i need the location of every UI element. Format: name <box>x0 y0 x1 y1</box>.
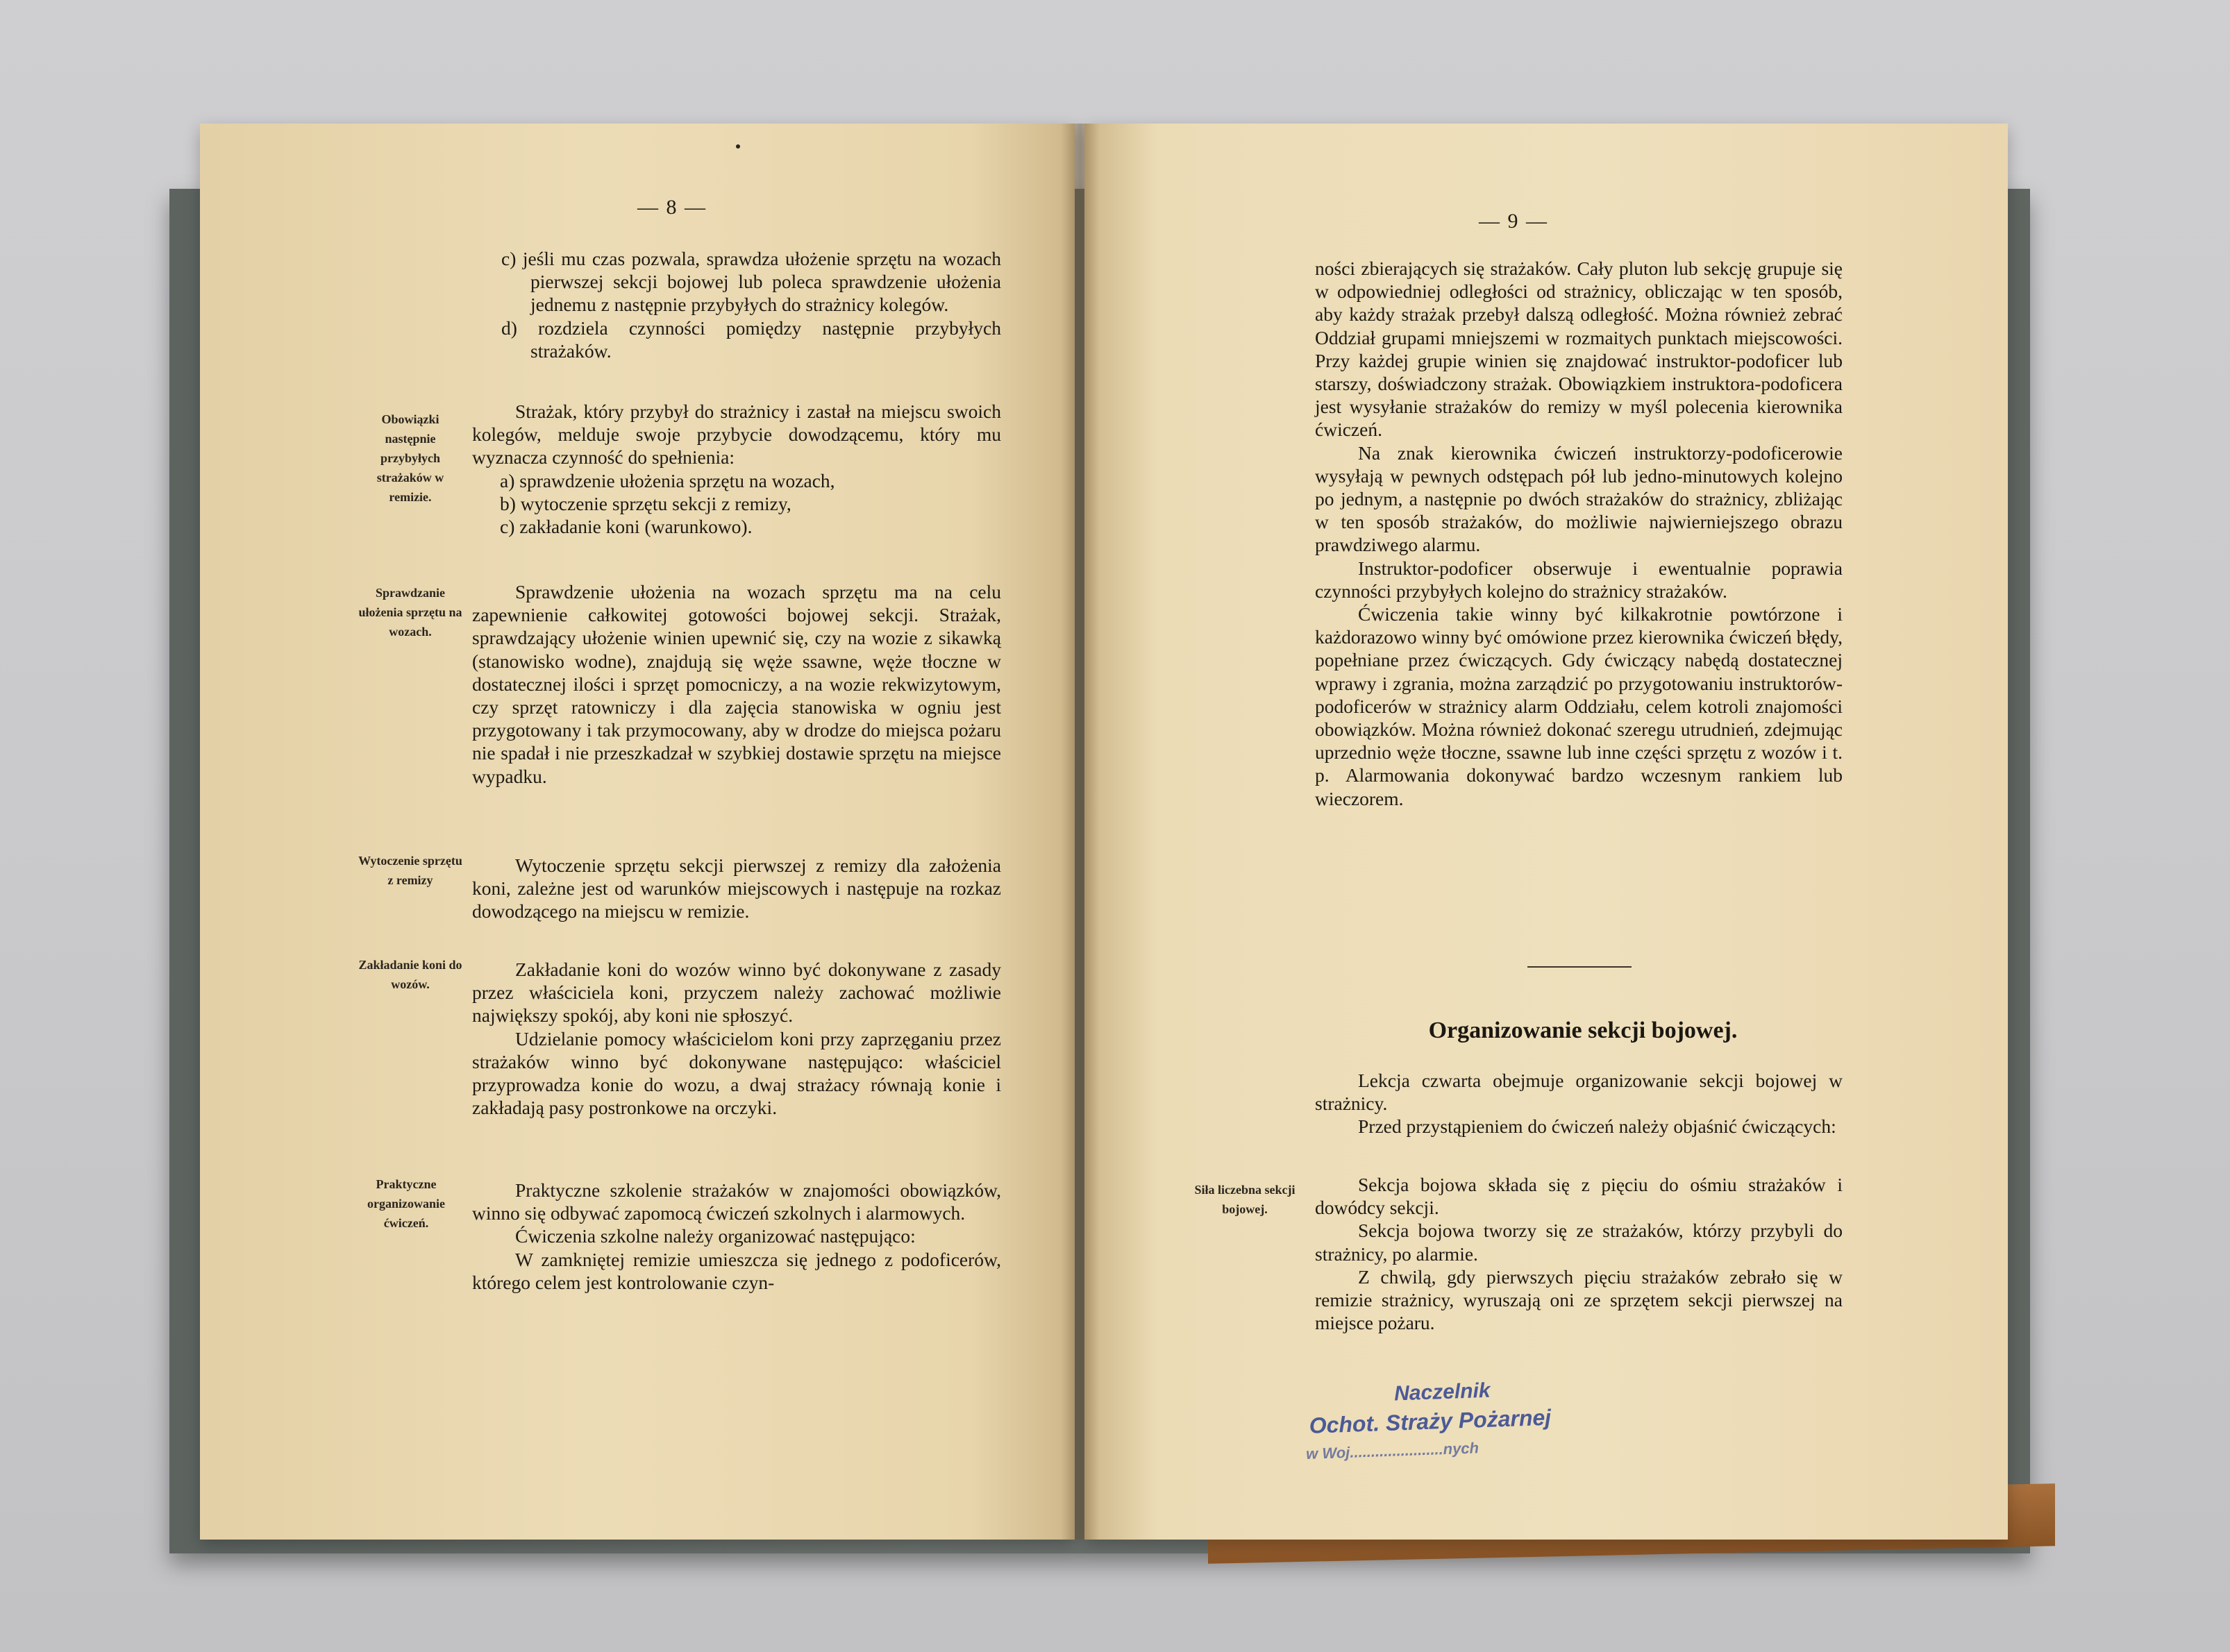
stamp-line-3: w Woj......................nych <box>1305 1439 1479 1463</box>
page-number-left: — 8 — <box>637 196 707 219</box>
list-item: d) rozdziela czynności pomiędzy następnie przybyłych strażaków. <box>501 317 1001 362</box>
paragraph: ności zbierających się strażaków. Cały pluton lub sekcję grupuje się w odpowiedniej odległości od strażnicy, obliczając w ten sposób, aby każdy strażak przebył dalszą odległość. Można również zebrać Oddział grupami mniejszemi w rozmaitych punktach miejscowości. Przy każdej grupie winien się znajdować instruktor-podoficer lub starszy, doświadczony strażak. Obowiązkiem instruktora-podoficera jest wysyłanie strażaków do remizy w myśl polecenia kierownika ćwiczeń. <box>1315 258 1843 441</box>
margin-note-sprawdzanie: Sprawdzanie ułożenia sprzętu na wozach. <box>358 586 462 639</box>
paragraph: Z chwilą, gdy pierwszych pięciu strażaków zebrało się w remizie strażnicy, wyruszają oni ze sprzętem sekcji pierwszej na miejsce pożaru. <box>1315 1265 1843 1334</box>
left-column-wytoczenie <box>472 854 1001 923</box>
paragraph: Przed przystąpieniem do ćwiczeń należy objaśnić ćwiczących: <box>1358 1115 1836 1138</box>
paragraph: Strażak, który przybył do strażnicy i zastał na miejscu swoich kolegów, melduje swoje przybycie dowodzącemu, który mu wyznacza czynność do spełnienia: <box>472 401 1001 469</box>
margin-note-sila: Siła liczebna sekcji bojowej. <box>1194 1183 1296 1216</box>
margin-note-praktyczne: Praktyczne organizowanie ćwiczeń. <box>367 1177 445 1230</box>
paragraph: Lekcja czwarta obejmuje organizowanie sekcji bojowej w strażnicy. <box>1315 1070 1843 1115</box>
paragraph: Sekcja bojowa składa się z pięciu do ośmiu strażaków i dowódcy sekcji. <box>1315 1174 1843 1219</box>
right-column-top <box>1315 257 1843 810</box>
list-item: c) jeśli mu czas pozwala, sprawdza ułożenie sprzętu na wozach pierwszej sekcji bojowej lub poleca sprawdzenie ułożenia jednemu z następnie przybyłych do strażnicy kolegów. <box>501 248 1001 316</box>
stamp-line-1: Naczelnik <box>1393 1379 1491 1406</box>
margin-note-wytoczenie: Wytoczenie sprzętu z remizy <box>358 854 462 887</box>
paragraph: Ćwiczenia takie winny być kilkakrotnie powtórzone i każdorazowo winny być omówione przez kierownika ćwiczeń błędy, popełniane przez ćwiczących. Gdy ćwiczący nabędą dostatecznej wprawy i zgrania, można zarządzić po przygotowaniu instruktorów-podoficerów w strażnicy alarm Oddziału, celem kotroli znajomości obowiązków. Można również dokonać szeregu utrudnień, zdejmując uprzednio węże tłoczne, ssawne lub inne części sprzętu z wozów i t. p. Alarmowania dokonywać bardzo wczesnym rankiem lub wieczorem. <box>1315 603 1843 809</box>
page-number-right: — 9 — <box>1479 210 1548 233</box>
section-title: Organizowanie sekcji bojowej. <box>1428 1018 1738 1043</box>
paragraph: W zamkniętej remizie umieszcza się jednego z podoficerów, którego celem jest kontrolowanie czyn- <box>472 1248 1001 1293</box>
list-item: b) wytoczenie sprzętu sekcji z remizy, <box>500 492 791 514</box>
paragraph: Instruktor-podoficer obserwuje i ewentualnie poprawia czynności przybyłych kolejno do strażnicy strażaków. <box>1315 557 1843 602</box>
ink-stamp <box>1304 1374 1627 1483</box>
book-gutter <box>1061 124 1100 1540</box>
left-column-sprawdzanie <box>472 580 1001 788</box>
paragraph: Wytoczenie sprzętu sekcji pierwszej z remizy dla założenia koni, zależne jest od warunków miejscowych i następuje na rozkaz dowodzącego na miejscu w remizie. <box>472 854 1001 922</box>
right-column-sila <box>1315 1173 1843 1334</box>
right-column-section <box>1315 1069 1843 1138</box>
left-column-top <box>472 247 1001 362</box>
section-divider <box>1527 966 1632 968</box>
paragraph: Sprawdzenie ułożenia na wozach sprzętu ma na celu zapewnienie całkowitej gotowości bojowej sekcji. Strażak, sprawdzający ułożenie winien upewnić się, czy na wozie z sikawką (stanowisko wodne), znajdują się węże ssawne, węże tłoczne w dostatecznej ilości i sprzęt pomocniczy, a na wozie rekwizytowym, czy sprzęt ratowniczy i dla zajęcia stanowiska w ogniu jest przygotowany i tak przymocowany, aby w drodze do miejsca pożaru nie spadał i nie przeszkadzał w szybkiej dostawie sprzętu na miejsce wypadku. <box>472 581 1001 787</box>
ink-dot <box>736 144 740 149</box>
left-column-zakladanie <box>472 958 1001 1119</box>
paragraph: Ćwiczenia szkolne należy organizować następująco: <box>515 1225 916 1247</box>
margin-note-zakladanie: Zakładanie koni do wozów. <box>358 958 462 991</box>
paragraph: Zakładanie koni do wozów winno być dokonywane z zasady przez właściciela koni, przyczem należy zachować możliwie największy spokój, aby koni nie spłoszyć. <box>472 959 1001 1027</box>
left-column-praktyczne <box>472 1179 1001 1294</box>
paragraph: Sekcja bojowa tworzy się ze strażaków, którzy przybyli do strażnicy, po alarmie. <box>1315 1220 1843 1265</box>
paragraph: Udzielanie pomocy właścicielom koni przy zaprzęganiu przez strażaków winno być dokonywane następująco: właściciel przyprowadza konie do wozu, a dwaj strażacy równają konie i zakładają pasy postronkowe na orczyki. <box>472 1027 1001 1119</box>
paragraph: Praktyczne szkolenie strażaków w znajomości obowiązków, winno się odbywać zapomocą ćwiczeń szkolnych i alarmowych. <box>472 1179 1001 1224</box>
paragraph: Na znak kierownika ćwiczeń instruktorzy-podoficerowie wysyłają w pewnych odstępach pół lub jedno-minutowych kolejno po jednym, a następnie po dwóch strażaków do strażnicy, zbliżając w ten sposób strażaków, do możliwie najwierniejszego obrazu prawdziwego alarmu. <box>1315 441 1843 556</box>
left-column-body <box>472 400 1001 538</box>
list-item: a) sprawdzenie ułożenia sprzętu na wozach, <box>500 469 835 491</box>
list-item: c) zakładanie koni (warunkowo). <box>500 516 753 538</box>
stamp-line-2: Ochot. Straży Pożarnej <box>1309 1404 1552 1438</box>
margin-note-obowiazki: Obowiązki następnie przybyłych strażaków w remizie. <box>376 412 444 504</box>
